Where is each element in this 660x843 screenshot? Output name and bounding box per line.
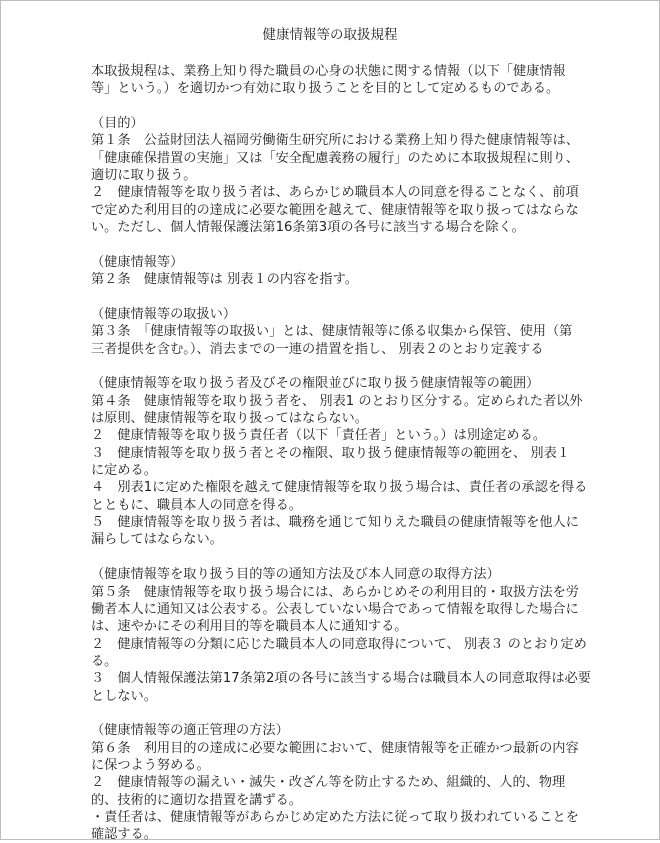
text-line: ・責任者は、健康情報等があらかじめ定めた方法に従って取り扱われていることを <box>91 810 579 826</box>
text-line: ２ 健康情報等の分類に応じた職員本人の同意取得について、 別表３ のとおり定め <box>91 636 587 652</box>
text-line: 的、技術的に適切な措置を講ずる。 <box>91 792 302 808</box>
text-line: （健康情報等を取り扱う目的等の通知方法及び本人同意の取得方法） <box>91 567 500 583</box>
text-line: 第３条 「健康情報等の取扱い」とは、健康情報等に係る収集から保管、使用（第 <box>91 324 573 340</box>
text-line: とともに、職員本人の同意を得る。 <box>91 497 302 513</box>
text-line: に定める。 <box>91 463 157 479</box>
text-line: としない。 <box>91 688 157 704</box>
text-line: 漏らしてはならない。 <box>91 532 223 548</box>
text-line: 第４条 健康情報等を取り扱う者を、 別表1 のとおり区分する。定められた者以外 <box>91 393 583 409</box>
text-line: に保つよう努める。 <box>91 758 210 773</box>
text-line: 等」という。）を適切かつ有効に取り扱うことを目的として定めるものである。 <box>91 81 560 97</box>
text-line: る。 <box>91 653 118 669</box>
text-line: （健康情報等の適正管理の方法） <box>91 723 289 739</box>
text-line: は、速やかにその利用目的等を職員本人に通知する。 <box>91 619 408 635</box>
text-line: は原則、健康情報等を取り扱ってはならない。 <box>91 411 368 426</box>
text-line: 適切に取り扱う。 <box>91 168 197 184</box>
text-line: ３ 個人情報保護法第17条第2項の各号に該当する場合は職員本人の同意取得は必要 <box>91 671 591 687</box>
text-line: 働者本人に通知又は公表する。公表していない場合であって情報を取得した場合に <box>91 601 579 617</box>
text-line: ３ 健康情報等を取り扱う者とその権限、取り扱う健康情報等の範囲を、 別表１ <box>91 445 570 461</box>
text-line: ２ 健康情報等を取り扱う者は、あらかじめ職員本人の同意を得ることなく、前項 <box>91 185 579 201</box>
text-line: い。ただし、個人情報保護法第16条第3項の各号に該当する場合を除く。 <box>91 220 525 236</box>
text-line: （健康情報等を取り扱う者及びその権限並びに取り扱う健康情報等の範囲） <box>91 376 540 392</box>
text-line: ４ 別表1に定めた権限を越えて健康情報等を取り扱う場合は、責任者の承認を得る <box>91 480 588 496</box>
text-line: 第６条 利用目的の達成に必要な範囲において、健康情報等を正確かつ最新の内容 <box>91 740 579 756</box>
text-line: ５ 健康情報等を取り扱う者は、職務を通じて知りえた職員の健康情報等を他人に <box>91 515 579 531</box>
text-line: ２ 健康情報等を取り扱う責任者（以下「責任者」という。）は別途定める。 <box>91 428 546 444</box>
text-line: 本取扱規程は、業務上知り得た職員の心身の状態に関する情報（以下「健康情報 <box>91 64 566 79</box>
text-line: 確認する。 <box>91 827 157 843</box>
text-line: （健康情報等） <box>91 254 184 270</box>
document-title: 健康情報等の取扱規程 <box>262 27 398 43</box>
text-line: で定めた利用目的の達成に必要な範囲を越えて、健康情報等を取り扱ってはならな <box>91 202 579 218</box>
text-line: 「健康確保措置の実施」又は「安全配慮義務の履行」のために本取扱規程に則り、 <box>91 150 579 166</box>
text-line: ２ 健康情報等の漏えい・滅失・改ざん等を防止するため、組織的、人的、物理 <box>91 775 566 791</box>
text-line: 三者提供を含む。）、消去までの一連の措置を指し、 別表２のとおり定義する <box>91 341 544 357</box>
text-line: 第１条 公益財団法人福岡労働衛生研究所における業務上知り得た健康情報等は、 <box>91 133 579 149</box>
text-line: 第２条 健康情報等は 別表１の内容を指す。 <box>91 272 358 288</box>
text-line: （目的） <box>91 116 144 132</box>
text-line: （健康情報等の取扱い） <box>91 306 237 322</box>
text-line: 第５条 健康情報等を取り扱う場合には、あらかじめその利用目的・取扱方法を労 <box>91 584 579 600</box>
